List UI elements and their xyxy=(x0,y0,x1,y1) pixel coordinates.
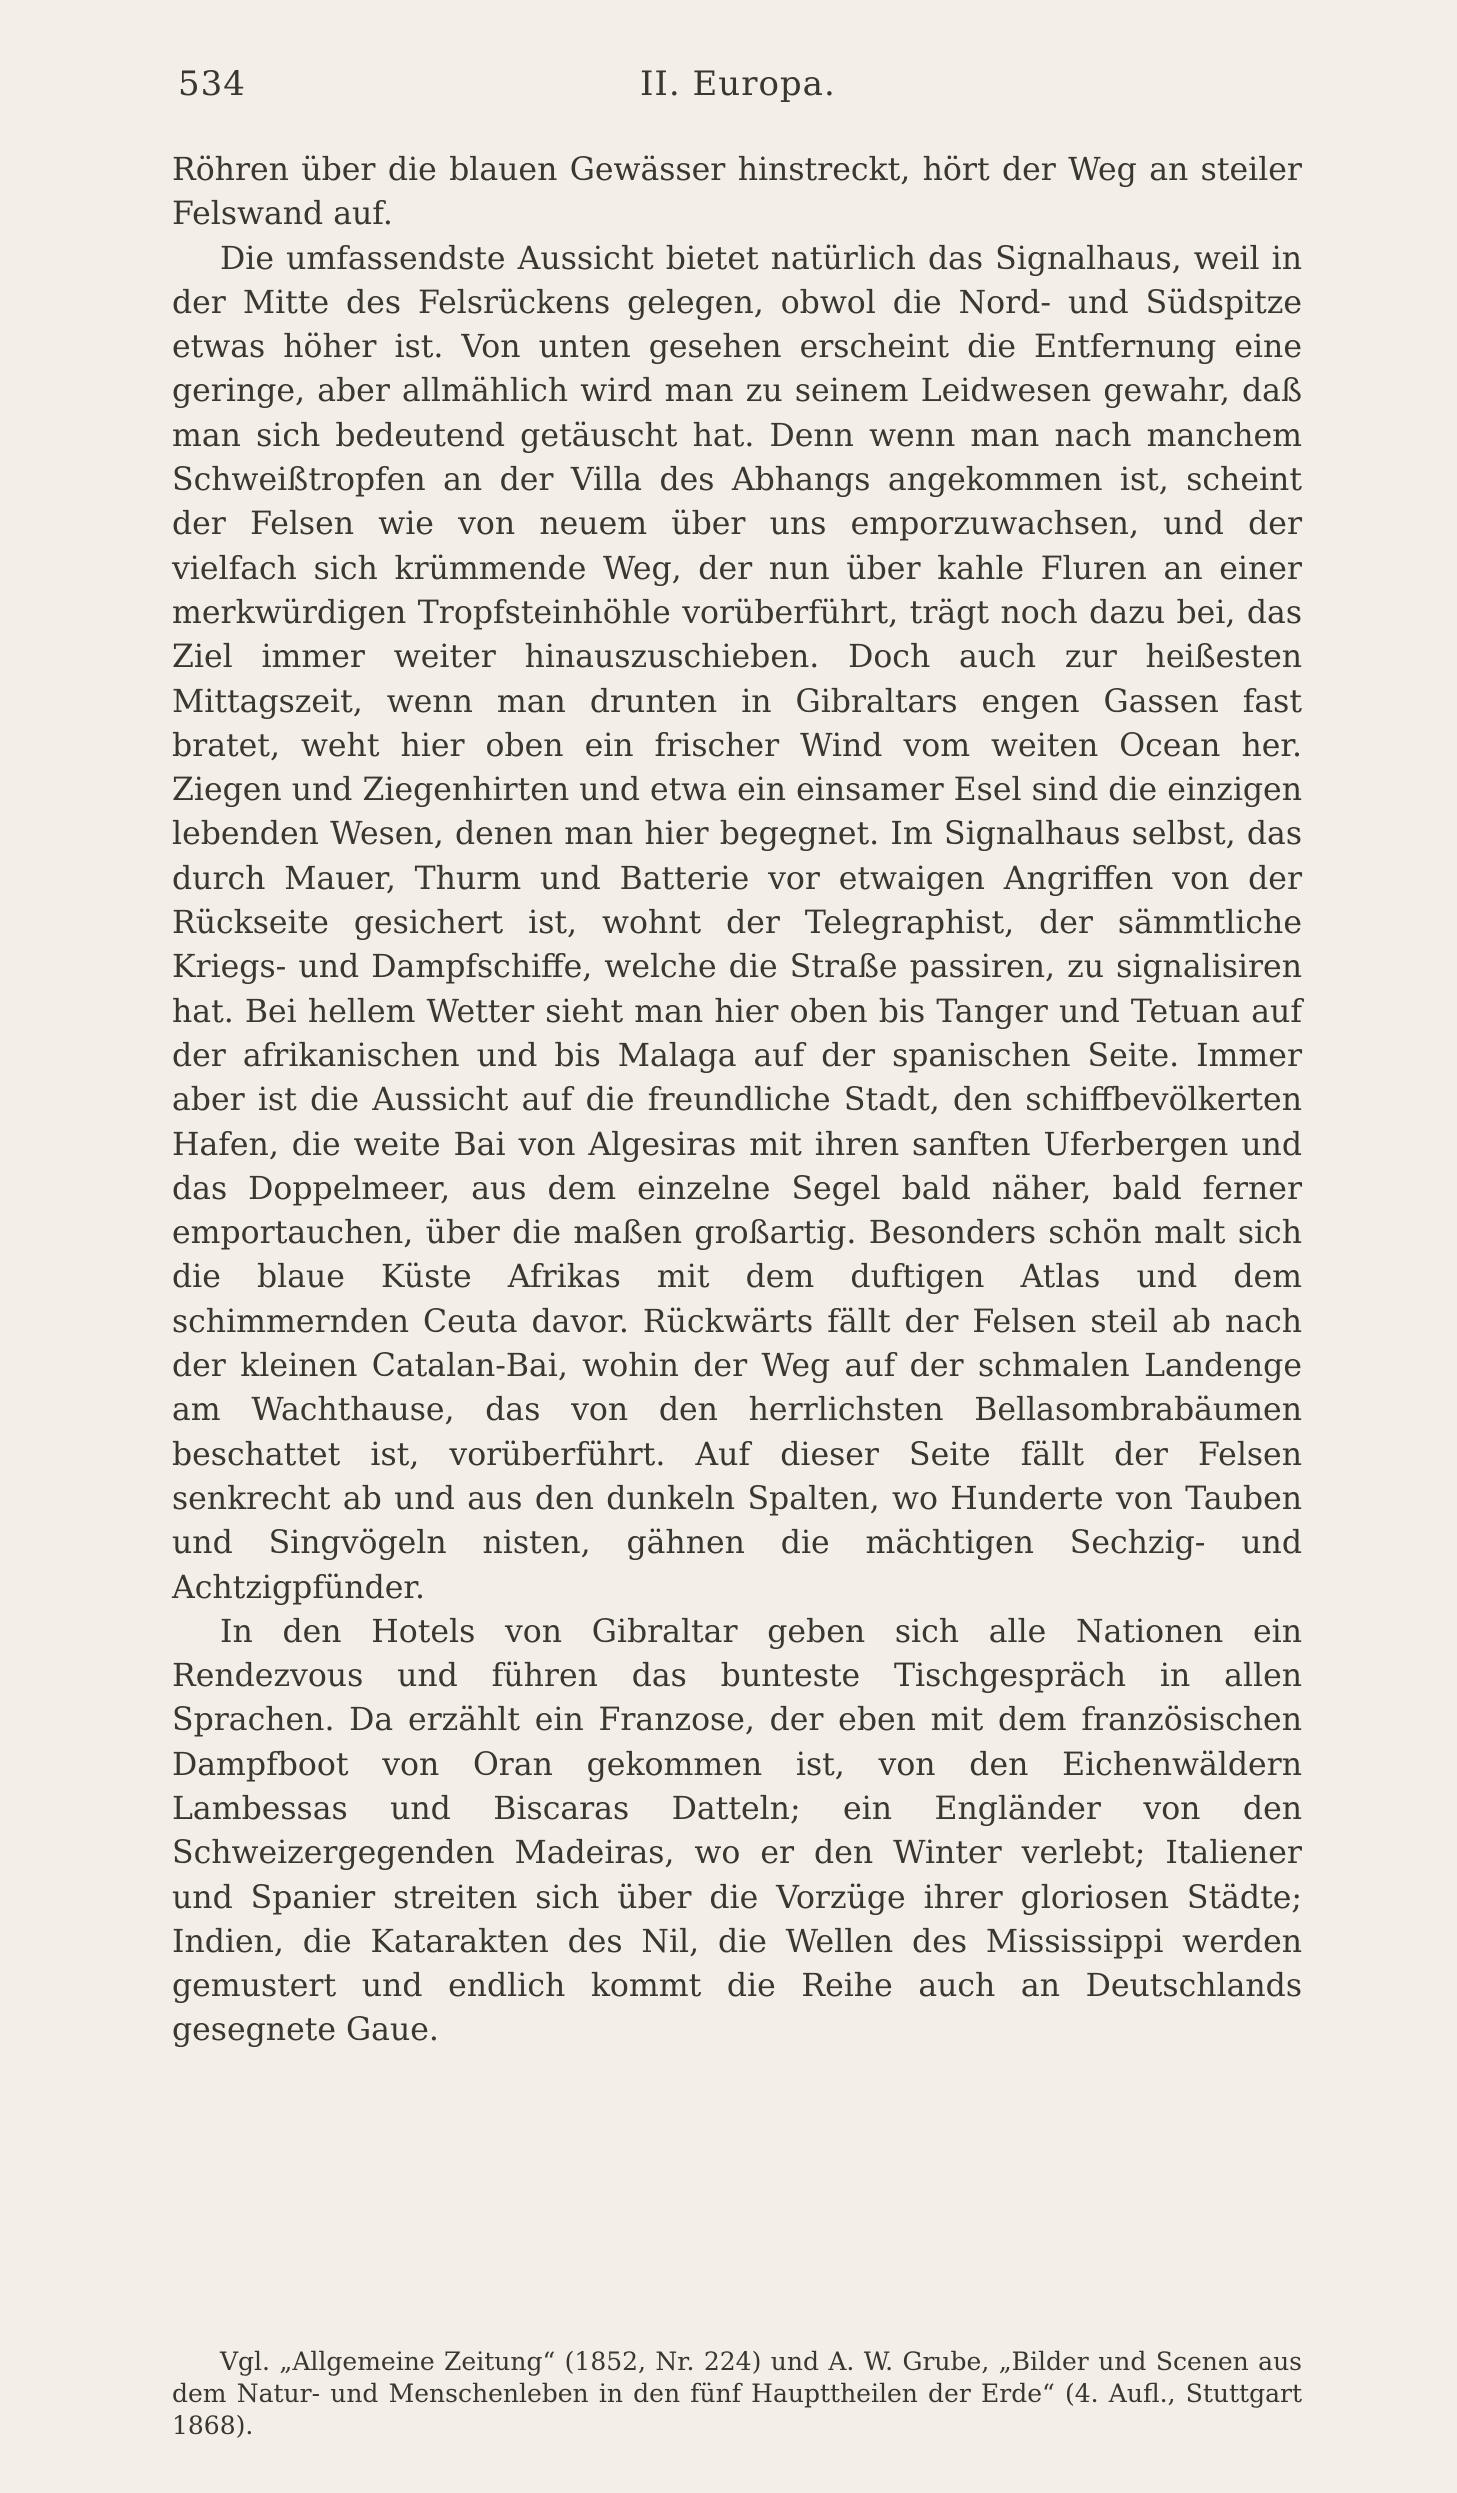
paragraph-continuation: Röhren über die blauen Gewässer hinstreckt, hört der Weg an steiler Felswand auf. xyxy=(172,152,1302,233)
running-title: II. Europa. xyxy=(640,64,836,104)
page-header xyxy=(0,60,1457,120)
paragraph-signal-house: Die umfassendste Aussicht bietet natürlich das Signalhaus, weil in der Mitte des Felsrückens gelegen, obwol die Nord- und Südspitze etwas höher ist. Von unten gesehen erscheint die Entfernung eine geringe, aber allmählich wird man zu seinem Leidwesen gewahr, daß man sich bedeutend getäuscht hat. Denn wenn man nach manchem Schweißtropfen an der Villa des Abhangs angekommen ist, scheint der Felsen wie von neuem über uns emporzuwachsen, und der vielfach sich krümmende Weg, der nun über kahle Fluren an einer merkwürdigen Tropfsteinhöhle vorüberführt, trägt noch dazu bei, das Ziel immer weiter hinauszuschieben. Doch auch zur heißesten Mittagszeit, wenn man drunten in Gibraltars engen Gassen fast bratet, weht hier oben ein frischer Wind vom weiten Ocean her. Ziegen und Ziegenhirten und etwa ein einsamer Esel sind die einzigen lebenden Wesen, denen man hier begegnet. Im Signalhaus selbst, das durch Mauer, Thurm und Batterie vor etwaigen Angriffen von der Rückseite gesichert ist, wohnt der Telegraphist, der sämmtliche Kriegs- und Dampfschiffe, welche die Straße passiren, zu signalisiren hat. Bei hellem Wetter sieht man hier oben bis Tanger und Tetuan auf der afrikanischen und bis Malaga auf der spanischen Seite. Immer aber ist die Aussicht auf die freundliche Stadt, den schiffbevölkerten Hafen, die weite Bai von Algesiras mit ihren sanften Uferbergen und das Doppelmeer, aus dem einzelne Segel bald näher, bald ferner emportauchen, über die maßen großartig. Besonders schön malt sich die blaue Küste Afrikas mit dem duftigen Atlas und dem schimmernden Ceuta davor. Rückwärts fällt der Felsen steil ab nach der kleinen Catalan-Bai, wohin der Weg auf der schmalen Landenge am Wachthause, das von den herrlichsten Bellasombrabäumen beschattet ist, vorüberführt. Auf dieser Seite fällt der Felsen senkrecht ab und aus den dunkeln Spalten, wo Hunderte von Tauben und Singvögeln nisten, gähnen die mächtigen Sechzig- und Achtzigpfünder. xyxy=(172,240,1302,1606)
page-number: 534 xyxy=(178,64,246,104)
body-text xyxy=(172,148,1302,2053)
footnote: Vgl. „Allgemeine Zeitung“ (1852, Nr. 224) und A. W. Grube, „Bilder und Scenen aus dem Natur- und Menschenleben in den fünf Haupttheilen der Erde“ (4. Aufl., Stuttgart 1868). xyxy=(172,2347,1302,2440)
paragraph-hotels: In den Hotels von Gibraltar geben sich alle Nationen ein Rendezvous und führen das bunteste Tischgespräch in allen Sprachen. Da erzählt ein Franzose, der eben mit dem französischen Dampfboot von Oran gekommen ist, von den Eichenwäldern Lambessas und Biscaras Datteln; ein Engländer von den Schweizergegenden Madeiras, wo er den Winter verlebt; Italiener und Spanier streiten sich über die Vorzüge ihrer gloriosen Städte; Indien, die Katarakten des Nil, die Wellen des Mississippi werden gemustert und endlich kommt die Reihe auch an Deutschlands gesegnete Gaue. xyxy=(172,1613,1302,2049)
